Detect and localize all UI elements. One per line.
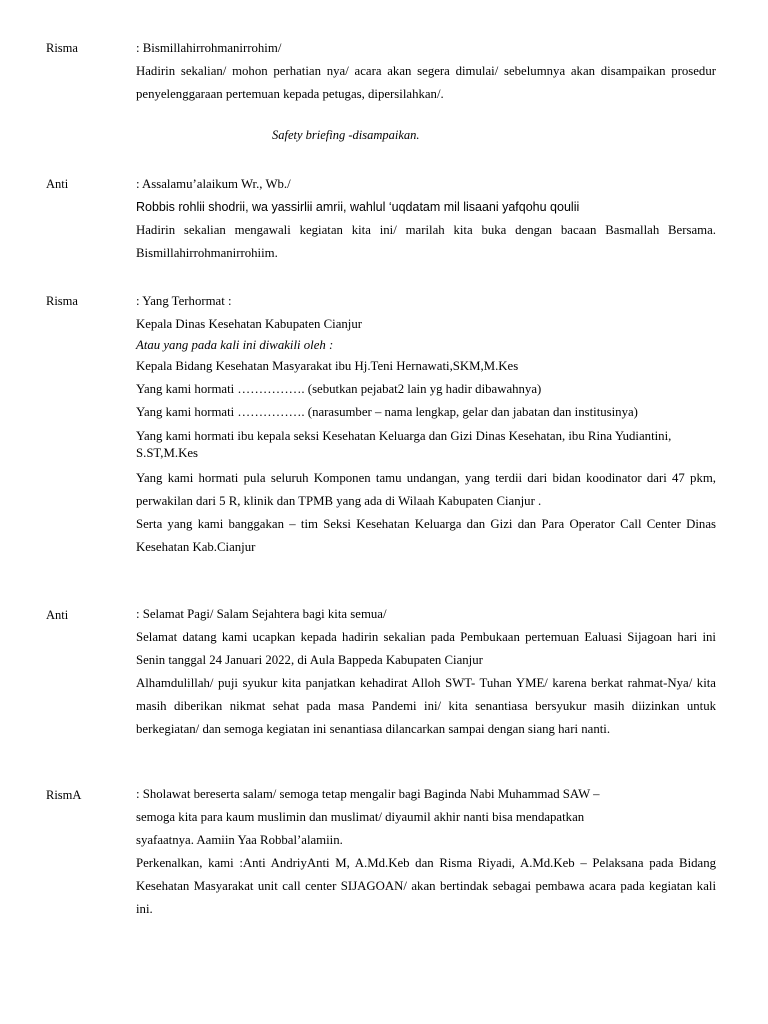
dialogue-line: : Yang Terhormat : xyxy=(136,294,232,308)
dialogue-line: : Sholawat bereserta salam/ semoga tetap mengalir bagi Baginda Nabi Muhammad SAW – xyxy=(136,787,600,801)
dialogue-line: Atau yang pada kali ini diwakili oleh : xyxy=(136,338,334,352)
speaker-name: Anti xyxy=(46,608,69,622)
dialogue-line: Kepala Dinas Kesehatan Kabupaten Cianjur xyxy=(136,317,362,331)
dialogue-line: Perkenalkan, kami :Anti AndriyAnti M, A.Md.Keb dan Risma Riyadi, A.Md.Keb – Pelaksana pada Bidang Kesehatan Masyarakat unit call center SIJAGOAN/ akan bertindak sebagai pembawa acara pada kegiatan kali ini. xyxy=(136,856,716,916)
dialogue-line: : Assalamu’alaikum Wr., Wb./ xyxy=(136,177,291,191)
speaker-name: Risma xyxy=(46,294,78,308)
dialogue-text xyxy=(136,173,716,265)
stage-note: Safety briefing -disampaikan. xyxy=(272,128,420,142)
dialogue-text xyxy=(136,290,716,559)
speaker-name: RismA xyxy=(46,788,82,802)
dialogue-line: Robbis rohlii shodrii, wa yassirlii amrii, wahlul ‘uqdatam mil lisaani yafqohu qoulii xyxy=(136,200,580,214)
dialogue-line: semoga kita para kaum muslimin dan muslimat/ diyaumil akhir nanti bisa mendapatkan xyxy=(136,810,585,824)
dialogue-line: Selamat datang kami ucapkan kepada hadirin sekalian pada Pembukaan pertemuan Ealuasi Sijagoan hari ini Senin tanggal 24 Januari 2022, di Aula Bappeda Kabupaten Cianjur xyxy=(136,630,716,667)
dialogue-line: Kepala Bidang Kesehatan Masyarakat ibu Hj.Teni Hernawati,SKM,M.Kes xyxy=(136,359,519,373)
dialogue-line: Yang kami hormati ibu kepala seksi Kesehatan Keluarga dan Gizi Dinas Kesehatan, ibu Rina Yudiantini, S.ST,M.Kes xyxy=(136,429,672,460)
dialogue-line: syafaatnya. Aamiin Yaa Robbal’alamiin. xyxy=(136,833,343,847)
dialogue-text xyxy=(136,37,716,106)
dialogue-line: Hadirin sekalian mengawali kegiatan kita ini/ marilah kita buka dengan bacaan Basmallah Bersama. Bismillahirrohmanirrohiim. xyxy=(136,223,716,260)
dialogue-line: : Selamat Pagi/ Salam Sejahtera bagi kita semua/ xyxy=(136,607,387,621)
dialogue-line: Alhamdulillah/ puji syukur kita panjatkan kehadirat Alloh SWT- Tuhan YME/ karena berkat rahmat-Nya/ kita masih diberikan nikmat sehat pada masa Pandemi ini/ kita senantiasa bersyukur masih diizinkan untuk berkegiatan/ dan semoga kegiatan ini senantiasa dilancarkan sampai dengan siang hari nanti. xyxy=(136,676,716,736)
dialogue-line: Yang kami hormati ……………. (sebutkan pejabat2 lain yg hadir dibawahnya) xyxy=(136,382,542,396)
dialogue-text xyxy=(136,783,716,921)
dialogue-line: Yang kami hormati ……………. (narasumber – nama lengkap, gelar dan jabatan dan institusinya) xyxy=(136,405,638,419)
speaker-name: Anti xyxy=(46,177,69,191)
dialogue-text xyxy=(136,603,716,741)
dialogue-line: Serta yang kami banggakan – tim Seksi Kesehatan Keluarga dan Gizi dan Para Operator Call Center Dinas Kesehatan Kab.Cianjur xyxy=(136,517,716,554)
speaker-name: Risma xyxy=(46,41,78,55)
dialogue-line: Yang kami hormati pula seluruh Komponen tamu undangan, yang terdii dari bidan koodinator dari 47 pkm, perwakilan dari 5 R, klinik dan TPMB yang ada di Wilaah Kabupaten Cianjur . xyxy=(136,471,716,508)
dialogue-line: Hadirin sekalian/ mohon perhatian nya/ acara akan segera dimulai/ sebelumnya akan disampaikan prosedur penyelenggaraan pertemuan kepada petugas, dipersilahkan/. xyxy=(136,64,716,101)
dialogue-line: : Bismillahirrohmanirrohim/ xyxy=(136,41,282,55)
